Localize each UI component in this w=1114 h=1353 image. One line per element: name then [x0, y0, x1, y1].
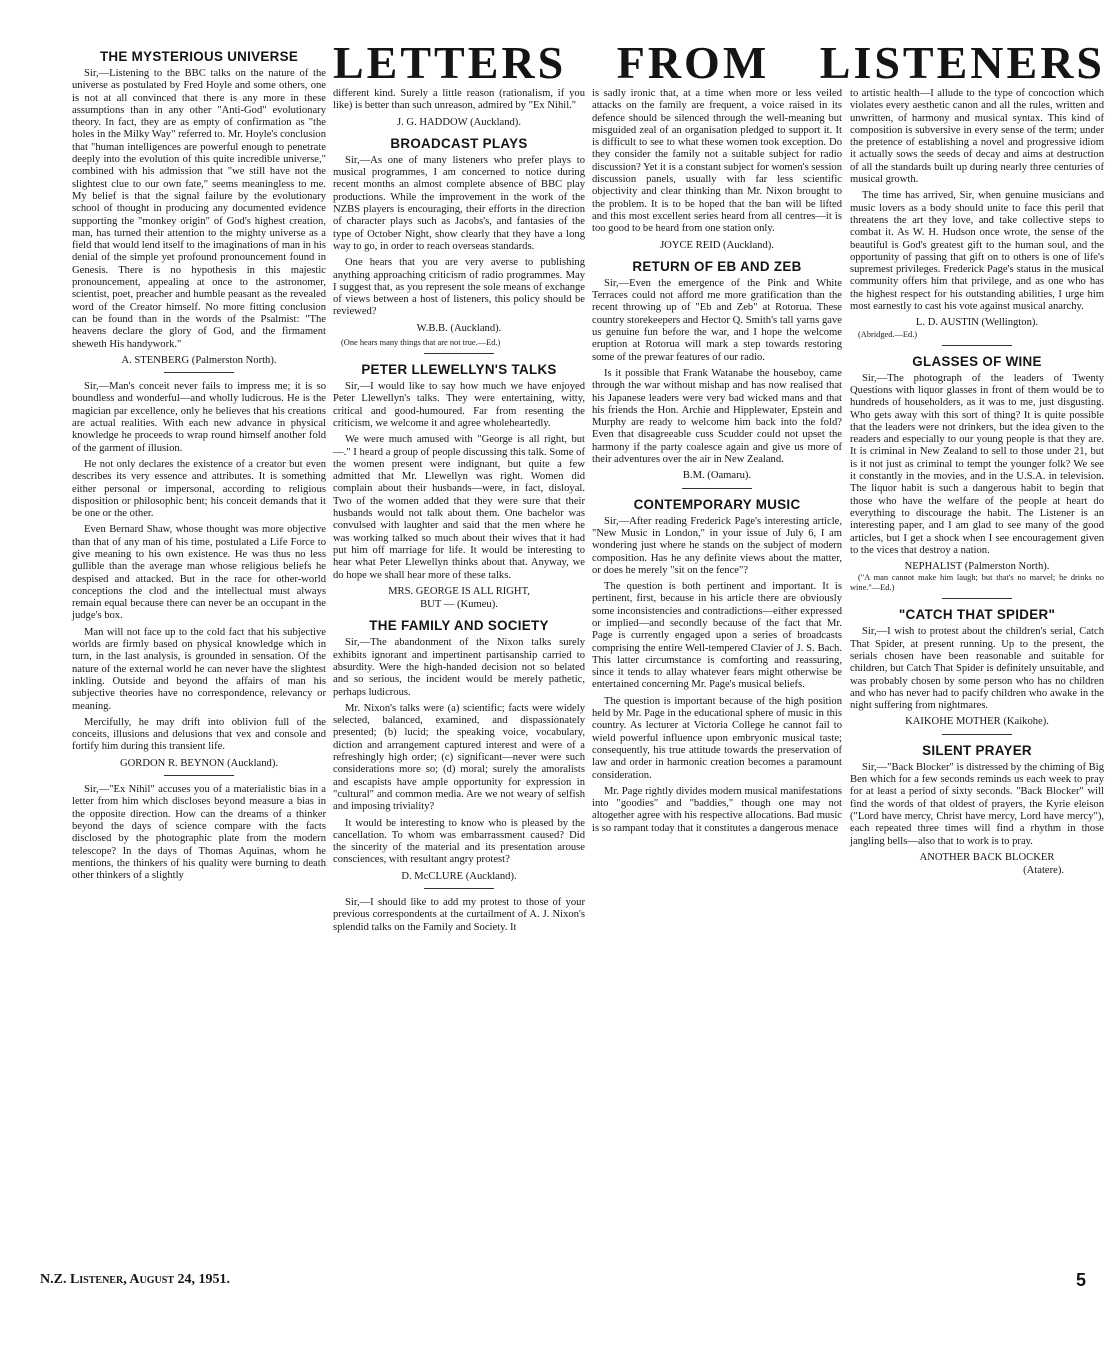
heading-glasses-of-wine: GLASSES OF WINE: [912, 353, 1042, 369]
letter-paragraph: Sir,—"Ex Nihil" accuses you of a materialistic bias in a letter from him which discloses beyond measure a bias in the opposite direction. How can the dreams of a thinker beyond the days of science compare with the facts disclosed by the photographic plate from the modern telescope? In the days of Thomas Aquinas, whom he mentions, the thinkers of his quality were burning to death other thinkers of a slightly: [72, 784, 326, 882]
divider: [682, 488, 752, 489]
letter-paragraph: Man will not face up to the cold fact that his subjective worlds are firmly based on physical knowledge which in turn, in the last analysis, is grounded in sensation. Of the nature of the external world he can never have the slightest inkling. Outside and beyond the affairs of man his subjective theories have no correspondence, relevancy or meaning.: [72, 626, 326, 712]
letter-signature: JOYCE REID (Auckland).: [660, 239, 774, 251]
letter-paragraph: Sir,—Man's conceit never fails to impress me; it is so boundless and wonderful—and wholly ludicrous. He is the magician par excellence, only he believes that his creations are actual realities. With each new advance in physical knowledge he proceeds to wrap round himself another fold of the garment of illusion.: [72, 381, 326, 454]
letter-paragraph: to artistic health—I allude to the type of concoction which violates every aesthetic canon and all the rules, written and unwritten, of harmony and musical syntax. This kind of composition is subversive in every sense of the term; under the pretence of establishing a novel and progressive idiom it actually sows the seeds of decay and aims at destruction of all the standards built up during nearly three centuries of musical growth.: [850, 88, 1104, 186]
letter-paragraph: He not only declares the existence of a creator but even describes its very essence and attributes. It is something either personal or impersonal, according to religious disposition or philosophic bent; his conceit demands that it be one or the other.: [72, 458, 326, 520]
letter-paragraph: The time has arrived, Sir, when genuine musicians and music lovers as a body should unite to face this peril that threatens the art they love, and take collective steps to combat it. As W. H. Hudson once wrote, the sense of the beautiful is God's greatest gift to the human soul, and the opportunity of passing that gift on to others is one of life's supremest privileges. Frederick Page's status in the musical community offers him that privilege, and as one who has the highest respect for his outstanding abilities, I urge him most earnestly to cast his vote against musical anarchy.: [850, 190, 1104, 313]
letter-paragraph: Sir,—I should like to add my protest to those of your previous correspondents at the curtailment of A. J. Nixon's splendid talks on the Family and Society. It: [333, 897, 585, 933]
letter-signature: B.M. (Oamaru).: [682, 470, 752, 482]
letter-paragraph: Sir,—As one of many listeners who prefer plays to musical programmes, I am concerned to notice during recent months an almost complete absence of BBC play productions. While the improvement in the work of the NZBS players is encouraging, their efforts in the direction of character plays such as Jacobs's, and fantasies of the type of October Night, show clearly that they have a long way to go, in order to reach overseas standards.: [333, 154, 585, 252]
letter-paragraph: Mr. Nixon's talks were (a) scientific; facts were widely selected, balanced, examined, and dispassionately presented; (b) lucid; the speaking voice, vocabulary, diction and arrangement captured interest and were of a refreshingly high order; (c) significant—never were such considerations more so; (d) moral; surely the amoralists and escapists have ample opportunity for expression in "cultural" and common media. Are we not weary of selfish and imposing triviality?: [333, 702, 585, 813]
letter-signature: NEPHALIST (Palmerston North).: [904, 561, 1050, 573]
letter-signature: J. G. HADDOW (Auckland).: [397, 116, 521, 128]
letter-signature: KAIKOHE MOTHER (Kaikohe).: [905, 716, 1049, 728]
letter-paragraph: One hears that you are very averse to publishing anything approaching criticism of radio programmes. May I suggest that, as you represent the sole means of exchange of views between a host of listeners, this policy should be reviewed?: [333, 257, 585, 318]
heading-silent-prayer: SILENT PRAYER: [922, 742, 1032, 758]
letter-signature: BUT — (Kumeu).: [420, 599, 498, 611]
heading-broadcast-plays: BROADCAST PLAYS: [390, 135, 528, 151]
editor-note: (One hears many things that are not true.—Ed.): [341, 338, 501, 348]
letter-paragraph: Sir,—Listening to the BBC talks on the nature of the universe as postulated by Fred Hoyle and some others, one is not at all convinced that there is any more in these assumptions than in any other "Anti-God" evolutionary theory. In fact, they are as empty of confirmation as "the holes in the Milky Way" referred to. Mr. Hoyle's conclusion that "human intelligences are powerful enough to penetrate deeply into the evolution of this quite incredible universe," combined with his admission that "we still have not the slightest clue to our own fate," seems meaningless to me. My belief is that the signal failure by the evolutionary school of thought in producing any documented evidence supporting the "monkey origin" of God's highest creation, man, has turned their attention to the mighty universe as a field that would lend itself to the imaginations of man in his denial of the simple yet profound pronouncement found in Genesis. There is no hypothesis in this majestic pronouncement, appealing at once to the astronomer, scientist, poet, preacher and humble peasant as the revealed word of the Creator himself. No more fitting conclusion can be found than in the words of the Psalmist: "The heavens declare the glory of God, and the firmament sheweth His handywork.": [72, 68, 326, 350]
letter-paragraph: Sir,—After reading Frederick Page's interesting article, "New Music in London," in your issue of July 6, I am wondering just where he stands on the subject of modern composition. Has he any definite views about the matter, or does he merely "sit on the fence"?: [592, 515, 842, 576]
letter-paragraph: Is it possible that Frank Watanabe the houseboy, came through the war without mishap and has now realised that his Japanese leaders were very bad wicked mans and that his friends the Hon. Archie and Hipplewater, Epstein and Murphy are ready to welcome him back into the fold? Even that disagreeable cuss Scudder could not upset the harmony if the party coalesce again and give us more of their adventures over the air in New Zealand.: [592, 367, 842, 466]
masthead-title: LETTERS FROM LISTENERS: [333, 37, 1105, 88]
column-4: [850, 88, 1104, 880]
letter-paragraph: different kind. Surely a little reason (rationalism, if you like) is better than such unreason, admired by "Ex Nihil.": [333, 88, 585, 112]
letter-paragraph: The question is important because of the high position held by Mr. Page in the educational sphere of music in this country. As lecturer at Victoria College he cannot fail to wield powerful influence upon embryonic musical taste; consequently, his true attitude towards the preservation of law and order in harmonic creation becomes a paramount consideration.: [592, 695, 842, 781]
divider: [942, 734, 1012, 735]
column-3: [592, 88, 842, 839]
heading-contemporary-music: CONTEMPORARY MUSIC: [633, 496, 801, 512]
letter-signature: MRS. GEORGE IS ALL RIGHT,: [388, 585, 530, 597]
letter-paragraph: Even Bernard Shaw, whose thought was more objective than that of any man of his time, postulated a Life Force to give meaning to his own existence. He was thus no less gullible than the average man whose religious beliefs he despised and attacked. But in the race for other-world conceptions the clod and the intellectual must always remain equal because there can never be an occupant in the judge's box.: [72, 524, 326, 622]
letter-signature: D. McCLURE (Auckland).: [401, 870, 517, 882]
letter-paragraph: Sir,—The photograph of the leaders of Twenty Questions with liquor glasses in front of them would be to hundreds of householders, as it was to me, just disgusting. Who gets away with this sort of thing? It is quite possible that the leaders were not drinkers, but the idea given to the readers and especially to our young people is that they are. It is criminal in New Zealand to sell to those under 21, but is it not just as criminal to tempt the younger folk? We see it constantly in the movies, and in the U.S.A. in television. The liquor habit is such a dangerous habit to begin that those who have the welfare of the people at heart do everything to discourage the habit. The Listener is an interesting paper, and I am glad to see many of the good articles, but I get a shock when I see encouragement given to the vices that destroy a nation.: [850, 372, 1104, 556]
letter-signature: W.B.B. (Auckland).: [416, 322, 502, 334]
letter-paragraph: We were much amused with "George is all right, but —." I heard a group of people discussing this talk. Some of the women present were indignant, but quite a few admitted that Mr. Llewellyn was right. Women did complain about their husbands—were, in fact, disloyal. Two of the women added that they were sure that their husbands would not talk about them. One bachelor was convulsed with laughter and said that the men where he was working talked so much about their wives that it had put him off marriage for life. It would be interesting to hear what Peter Llewellyn thinks about that. Anyway, we do hope we shall hear more of these talks.: [333, 434, 585, 581]
divider: [424, 888, 494, 889]
letter-signature: L. D. AUSTIN (Wellington).: [915, 317, 1039, 329]
divider: [942, 345, 1012, 346]
letter-paragraph: Sir,—"Back Blocker" is distressed by the chiming of Big Ben which for a few seconds reminds us each week to pray for at least a period of sixty seconds. "Back Blocker" will find the words of that oldest of prayers, the Kyrie eleison ("Lord have mercy, Christ have mercy, Lord have mercy"), each repeated three times will find a rhythm in those jangling bells—also that to work is to pray.: [850, 761, 1104, 847]
divider: [164, 372, 234, 373]
letter-paragraph: It would be interesting to know who is pleased by the cancellation. To whom was embarrassment caused? Did the sincerity of the material and its presentation arouse consciences, with resultant angry protest?: [333, 817, 585, 866]
letter-signature: ANOTHER BACK BLOCKER: [919, 851, 1055, 863]
letter-paragraph: Mercifully, he may drift into oblivion full of the conceits, illusions and delusions that vex and console and fortify him during this transient life.: [72, 716, 326, 753]
issue-footer: N.Z. Listener, August 24, 1951.: [40, 1272, 230, 1287]
heading-return-of-eb-and-zeb: RETURN OF EB AND ZEB: [632, 258, 802, 274]
divider: [424, 353, 494, 354]
heading-mysterious-universe: THE MYSTERIOUS UNIVERSE: [99, 49, 299, 64]
letter-paragraph: Sir,—Even the emergence of the Pink and White Terraces could not afford me more gratification than the recent throwing up of "Eb and Zeb" at Rotorua. These country storekeepers and Hector Q. Smith's tall yarns gave us genuine fun before the war, and I hope the welcome eruption at Rotorua will mark a step towards restoring some of the prewar features of our radio.: [592, 277, 842, 363]
column-2: [333, 88, 585, 938]
letter-paragraph: Mr. Page rightly divides modern musical manifestations into "goodies" and "baddies," though one may not altogether agree with his respective allocations. Bad music is so rampant today that it constitutes a dangerous menace: [592, 785, 842, 834]
letter-paragraph: The question is both pertinent and important. It is pertinent, first, because in his article there are obviously some inconsistencies and contradictions—either expressed or implied—and secondly because of the fact that Mr. Page is currently engaged upon a series of broadcasts comprising the entire Well-tempered Clavier of J. S. Bach. This latter circumstance is comforting and reassuring, since it tends to allay whatever fears might otherwise be entertained concerning Mr. Page's musical beliefs.: [592, 581, 842, 691]
divider: [942, 598, 1012, 599]
letter-signature: (Atatere).: [1023, 865, 1064, 877]
heading-family-and-society: THE FAMILY AND SOCIETY: [369, 618, 549, 634]
letter-paragraph: Sir,—I wish to protest about the children's serial, Catch That Spider, at present running. Up to the present, the serials chosen have been reasonable and suitable for children, but Catch That Spider is definitely unsuitable, and was probably chosen by some person who has no children and who has never had to pacify children who awake in the night suffering from nightmares.: [850, 626, 1104, 712]
divider: [164, 775, 234, 776]
heading-peter-llewellyns-talks: PETER LLEWELLYN'S TALKS: [361, 362, 557, 378]
editor-note: ("A man cannot make him laugh; but that's no marvel; he drinks no wine."—Ed.): [850, 573, 1104, 593]
heading-catch-that-spider: "CATCH THAT SPIDER": [898, 607, 1056, 623]
letter-paragraph: Sir,—I would like to say how much we have enjoyed Peter Llewellyn's talks. They were entertaining, witty, critical and good-humoured. Far from resenting the criticism, we welcome it and agree wholeheartedly.: [333, 381, 585, 429]
letter-paragraph: Sir,—The abandonment of the Nixon talks surely exhibits ignorant and impertinent partisanship carried to absurdity. Were the high-handed decision not so belated and so serious, the incident would be merely pathetic, perhaps ludicrous.: [333, 637, 585, 698]
page-number: 5: [1076, 1270, 1087, 1290]
editor-note: (Abridged.—Ed.): [858, 329, 918, 339]
letter-signature: GORDON R. BEYNON (Auckland).: [119, 757, 278, 769]
letter-paragraph: is sadly ironic that, at a time when more or less veiled attacks on the family are frequent, a voice raised in its defence should be silenced through the well-meaning but misguided zeal of an organisation pledged to support it. It is difficult to see to what these women took exception. Do they consider the family not a suitable subject for radio discussion? Yet it is a constant subject for women's session discussion panels, usually with far less scientific objectivity and clear thinking than Mr. Nixon brought to the problem. It is to be hoped that the ban will be lifted and this most excellent series heard from all centres—it is too good to be heard from one station only.: [592, 88, 842, 235]
column-1: [72, 42, 326, 886]
letter-signature: A. STENBERG (Palmerston North).: [121, 354, 277, 366]
